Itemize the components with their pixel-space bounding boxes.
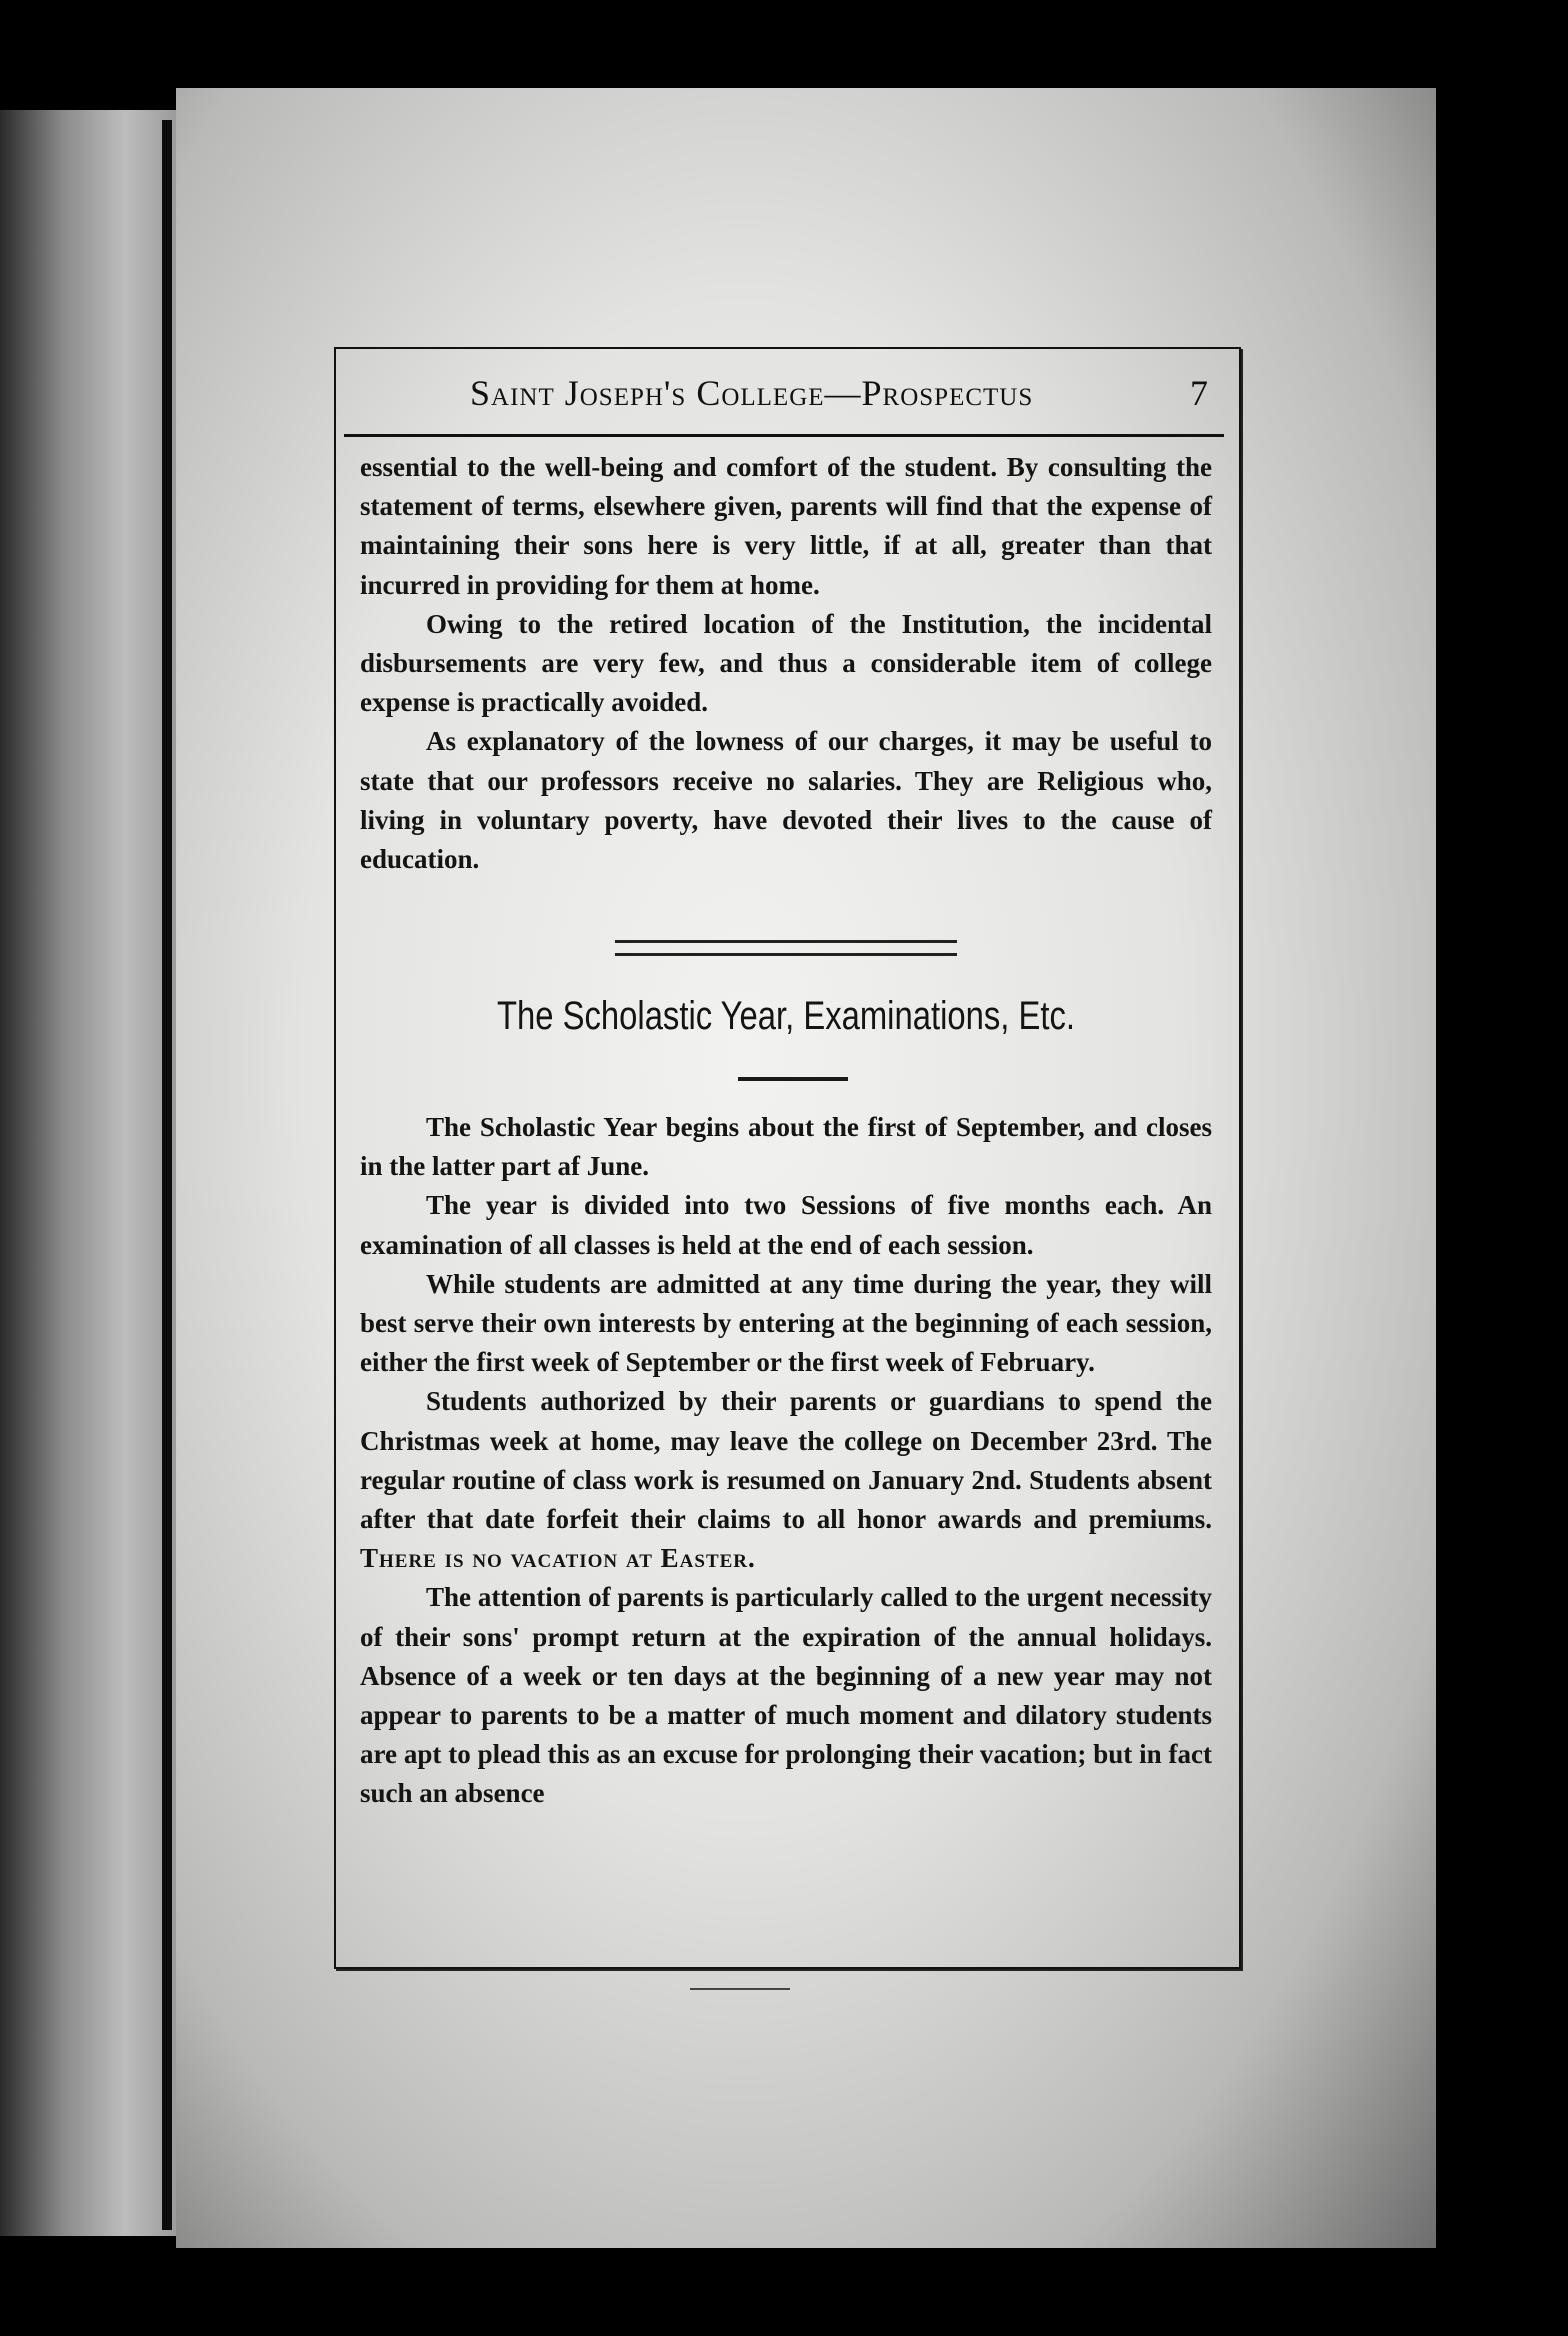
section-one-body bbox=[360, 448, 1212, 879]
foot-mark bbox=[690, 1988, 790, 1990]
section-two-body bbox=[360, 1108, 1212, 1814]
paragraph: While students are admitted at any time during the year, they will best serve their own interests by entering at the beginning of each session, either the first week of September or the first week of February. bbox=[360, 1268, 1212, 1378]
section-heading: The Scholastic Year, Examinations, Etc. bbox=[497, 994, 1075, 1038]
easter-notice: There is no vacation at Easter. bbox=[360, 1543, 756, 1574]
paragraph-continued: essential to the well-being and comfort of the student. By consulting the statement of terms, elsewhere given, parents will find that the expense of maintaining their sons here is very little, if at all, greater than that incurred in providing for them at home. bbox=[360, 452, 1212, 600]
paragraph: Owing to the retired location of the Institution, the incidental disbursements are very few, and thus a considerable item of college expense is practically avoided. bbox=[360, 608, 1212, 718]
paragraph: The year is divided into two Sessions of five months each. An examination of all classes is held at the end of each session. bbox=[360, 1190, 1212, 1260]
paragraph-text: Students authorized by their parents or guardians to spend the Christmas week at home, may leave the college on December 23rd. The regular routine of class work is resumed on January 2nd. Students absent after that date forfeit their claims to all honor awards and premiums. bbox=[360, 1386, 1212, 1535]
page-number: 7 bbox=[1190, 373, 1208, 413]
paragraph: As explanatory of the lowness of our charges, it may be useful to state that our professors receive no salaries. They are Religious who, living in voluntary poverty, have devoted their lives to the cause of education. bbox=[360, 726, 1212, 875]
heading-underline-rule bbox=[738, 1077, 848, 1081]
paragraph-with-notice bbox=[360, 1382, 1212, 1578]
running-title: Saint Joseph's College—Prospectus bbox=[470, 373, 1034, 413]
paragraph: The Scholastic Year begins about the first of September, and closes in the latter part af June. bbox=[360, 1112, 1212, 1182]
facing-page-edge bbox=[0, 110, 178, 2236]
running-header bbox=[470, 372, 1230, 422]
header-rule bbox=[344, 434, 1224, 437]
book-gutter bbox=[162, 120, 172, 2230]
paragraph: The attention of parents is particularly called to the urgent necessity of their sons' prompt return at the expiration of the annual holidays. Absence of a week or ten days at the beginning of a new year may not appear to parents to be a matter of much moment and dilatory students are apt to plead this as an excuse for prolonging their vacation; but in fact such an absence bbox=[360, 1582, 1212, 1809]
section-divider-double-rule bbox=[615, 940, 957, 956]
